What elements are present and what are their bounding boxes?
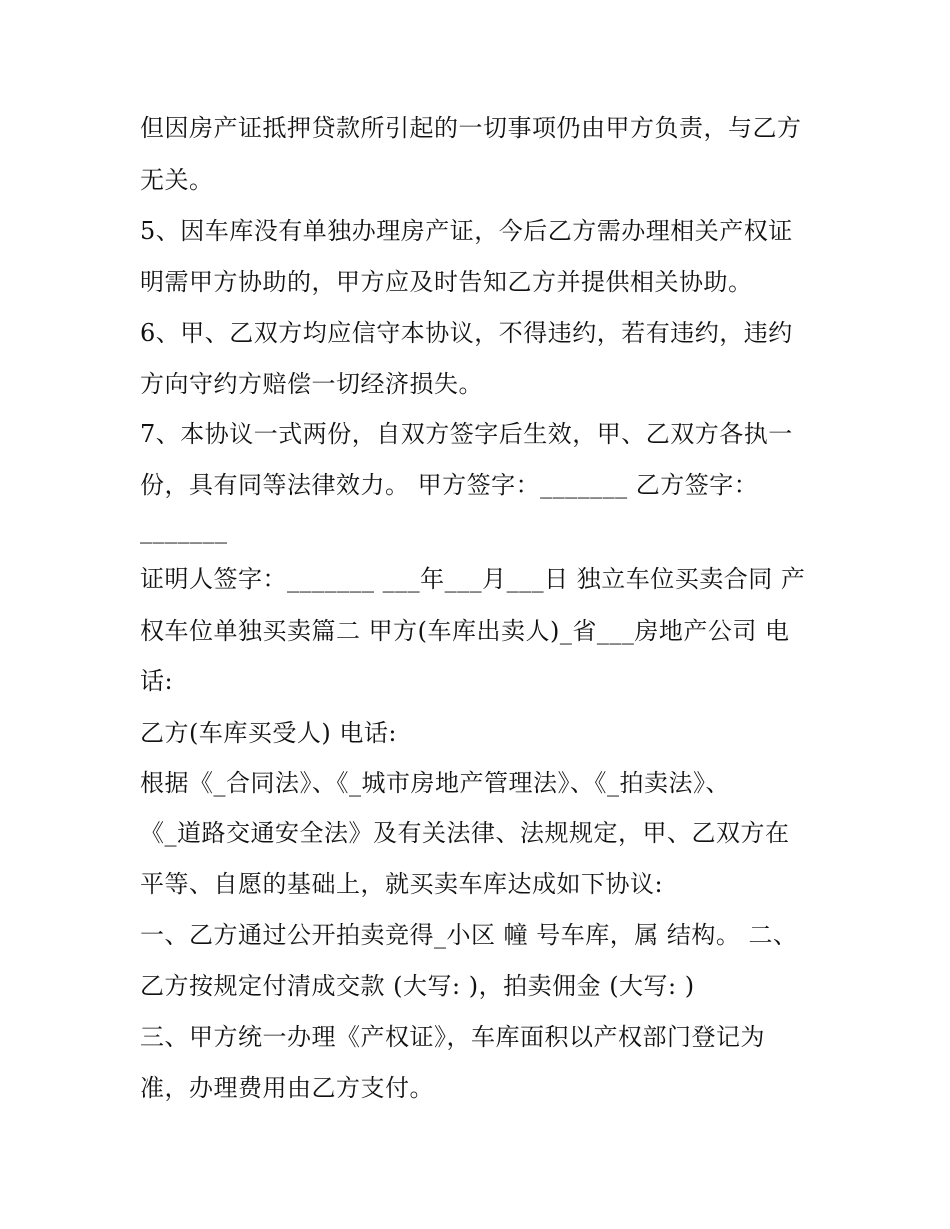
text-line: 乙方(车库买受人) 电话:: [140, 719, 397, 747]
text-line: 6、甲、乙双方均应信守本协议，不得违约，若有违约，违约: [140, 319, 793, 347]
text-line: 份，具有同等法律效力。 甲方签字：_______ 乙方签字：: [140, 471, 759, 499]
text-line: 《_道路交通安全法》及有关法律、法规规定，甲、乙双方在: [140, 819, 790, 847]
text-line: 但因房产证抵押贷款所引起的一切事项仍由甲方负责，与乙方: [140, 114, 802, 142]
text-line: 5、因车库没有单独办理房产证，今后乙方需办理相关产权证: [140, 217, 793, 245]
text-line: 权车位单独买卖篇二 甲方(车库出卖人)_省___房地产公司 电: [140, 617, 790, 645]
text-line: 根据《_合同法》、《_城市房地产管理法》、《_拍卖法》、: [140, 769, 730, 797]
text-line: 乙方按规定付清成交款 (大写: )，拍卖佣金 (大写: ): [140, 972, 695, 1000]
text-line: 准，办理费用由乙方支付。: [140, 1074, 434, 1102]
text-line: 话:: [140, 667, 174, 695]
text-line: 一、乙方通过公开拍卖竞得_小区 幢 号车库，属 结构。 二、: [140, 921, 798, 949]
text-line: 明需甲方协助的，甲方应及时告知乙方并提供相关协助。: [140, 268, 753, 296]
text-line: 平等、自愿的基础上，就买卖车库达成如下协议:: [140, 870, 664, 898]
text-line: 方向守约方赔偿一切经济损失。: [140, 370, 483, 398]
text-line: _______: [140, 516, 228, 544]
text-line: 7、本协议一式两份，自双方签字后生效，甲、乙双方各执一: [140, 420, 793, 448]
text-line: 证明人签字：_______ ___年___月___日 独立车位买卖合同 产: [140, 565, 806, 593]
text-line: 三、甲方统一办理《产权证》，车库面积以产权部门登记为: [140, 1023, 765, 1051]
text-line: 无关。: [140, 166, 214, 194]
